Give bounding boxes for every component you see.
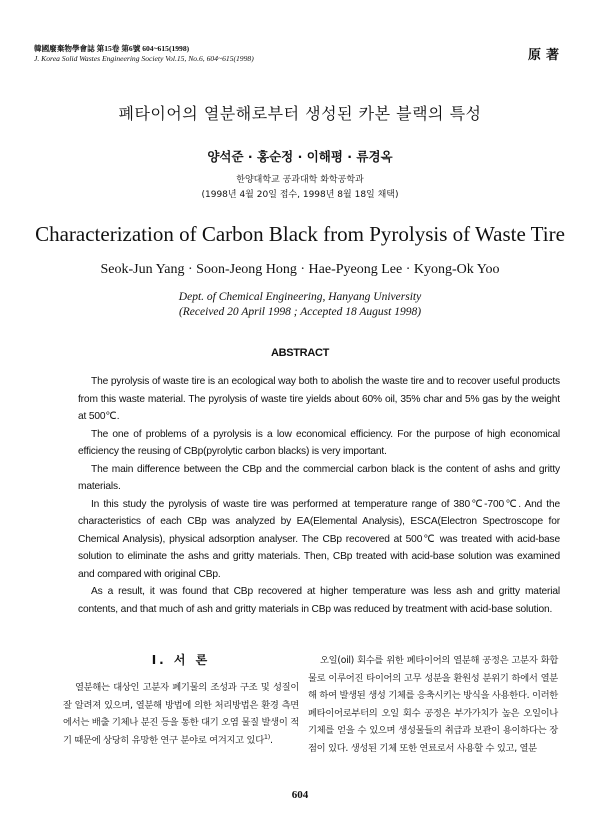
abstract-heading: ABSTRACT	[270, 347, 330, 359]
korean-dates: (1998년 4월 20일 접수, 1998년 8월 18일 채택)	[201, 190, 399, 200]
page-number: 604	[291, 789, 309, 801]
abstract-paragraph: The one of problems of a pyrolysis is a low economical efficiency. For the purpose of high economical efficiency the reusing of CBp(pyrolytic carbon blacks) is very important.	[78, 428, 560, 457]
intro-paragraph	[63, 679, 299, 749]
section-heading-introduction: Ⅰ. 서 론	[151, 653, 211, 667]
journal-header-english: J. Korea Solid Wastes Engineering Society Vol.15, No.6, 604~615(1998)	[34, 54, 254, 63]
abstract-paragraph: The pyrolysis of waste tire is an ecological way both to abolish the waste tire and to recover useful products from this waste material. The pyrolysis of waste tire yields about 60% oil, 35% char and 5% gas by the weight at 500℃.	[78, 376, 560, 422]
english-affiliation: Dept. of Chemical Engineering, Hanyang University	[178, 291, 422, 303]
journal-header	[34, 44, 254, 64]
english-title: Characterization of Carbon Black from Pyrolysis of Waste Tire	[35, 222, 565, 246]
article-type-tag: 原著	[527, 48, 564, 63]
english-affiliation-block	[0, 290, 600, 320]
korean-title: 폐타이어의 열분해로부터 생성된 카본 블랙의 특성	[118, 104, 482, 123]
journal-header-korean: 韓國廢棄物學會誌 第15卷 第6號 604~615(1998)	[34, 44, 190, 53]
body-left-column	[63, 652, 299, 749]
abstract-paragraph: The main difference between the CBp and the commercial carbon black is the content of ashs and gritty materials.	[78, 463, 560, 492]
intro-text: 열분해는 대상인 고분자 폐기물의 조성과 구조 및 성질이 잘 알려져 있으며, 열분해 방법에 의한 처리방법은 환경 측면에서는 배출 기체나 분진 등을 통한 대기 오염 물질 발생이 적기 때문에 상당히 유망한 연구 분야로 여겨지고 있다	[63, 682, 299, 746]
korean-authors: 양석준 · 홍순정 · 이해평 · 류경옥	[207, 149, 393, 164]
english-dates: (Received 20 April 1998 ; Accepted 18 August 1998)	[178, 306, 422, 318]
reference-superscript: 1)	[263, 732, 270, 741]
abstract-body	[78, 373, 560, 618]
korean-affiliation: 한양대학교 공과대학 화학공학과	[236, 175, 364, 185]
abstract-paragraph: As a result, it was found that CBp recovered at higher temperature was less ash and gritty material contents, and that much of ash and gritty materials in CBp was reduced by treatment with acid-base solution.	[78, 586, 560, 615]
english-authors: Seok-Jun Yang · Soon-Jeong Hong · Hae-Pyeong Lee · Kyong-Ok Yoo	[100, 262, 500, 277]
body-paragraph: 오일(oil) 회수를 위한 폐타이어의 열분해 공정은 고분자 화합물로 이루어진 타이어의 고무 성분을 환원성 분위기 하에서 열분해 하여 발생된 생성 기체를 응축시키는 방식을 사용한다. 이러한 폐타이어로부터의 오일 회수 공정은 부가가치가 높은 오일이나 기체를 얻을 수 있으며 생성물들의 취급과 보관이 용이하다는 장점이 있다. 생성된 기체 또한 연료로서 사용할 수 있고, 열분	[308, 655, 558, 754]
abstract-paragraph: In this study the pyrolysis of waste tire was performed at temperature range of 380℃-700℃. And the characteristics of each CBp was analyzed by EA(Elemental Analysis), ESCA(Electron Spectroscope for Chemical Analysis), physical adsorption analyser. The CBp recovered at 500℃ was treated with acid-base solution to eliminate the ashs and gritty materials. Then, CBp treated with acid-base solution was examined and compared with original CBp.	[78, 498, 560, 580]
intro-text-end: .	[269, 734, 273, 746]
body-right-column	[308, 652, 558, 757]
